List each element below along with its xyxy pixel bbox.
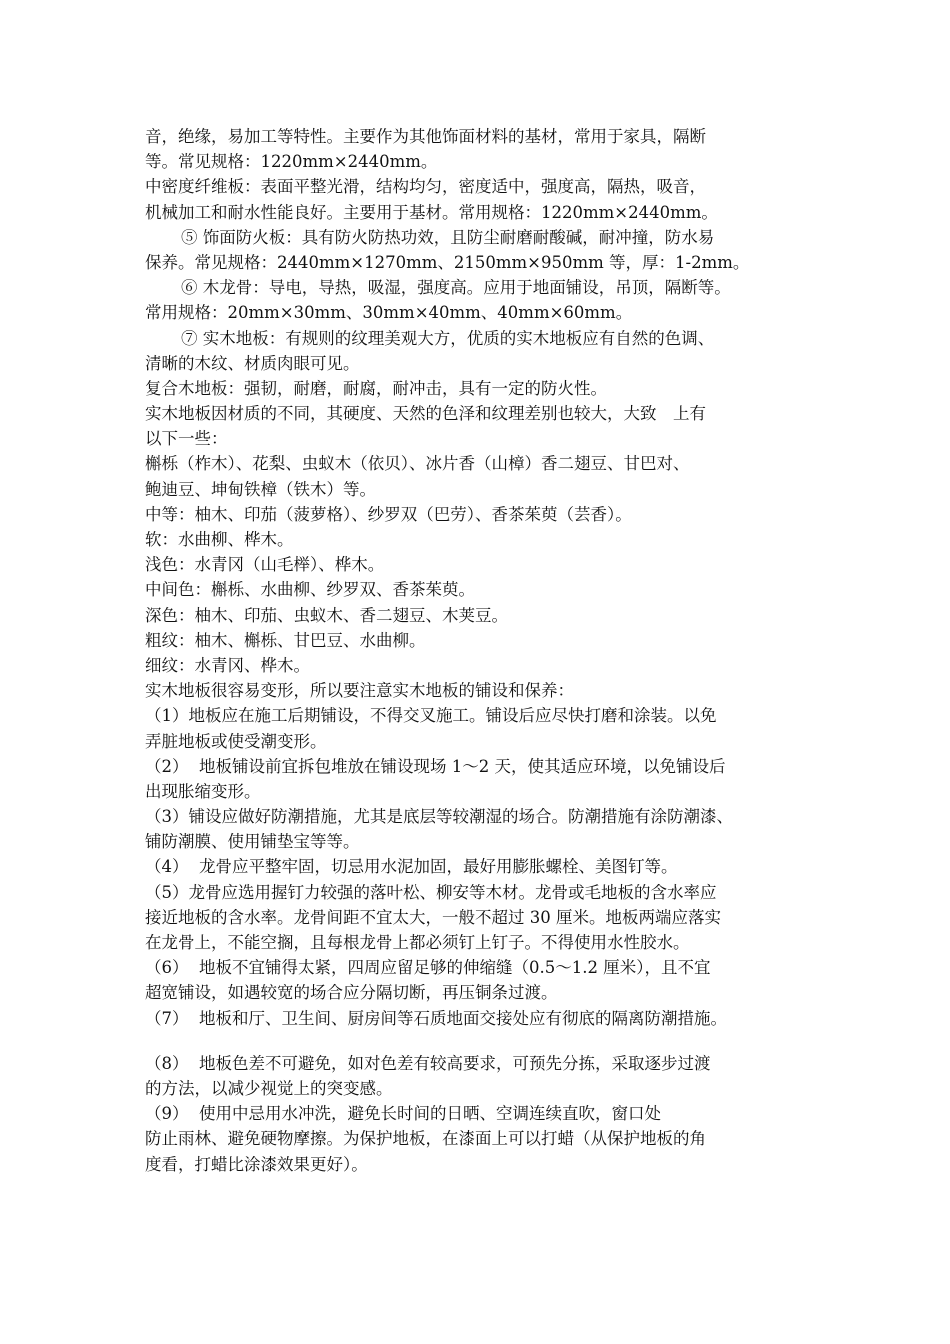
- text-line: 实木地板因材质的不同，其硬度、天然的色泽和纹理差别也较大，大致 上有: [145, 404, 706, 424]
- text-line: 在龙骨上，不能空搁，且每根龙骨上都必须钉上钉子。不得使用水性胶水。: [145, 933, 690, 952]
- text-line: 超宽铺设，如遇较宽的场合应分隔切断，再压铜条过渡。: [145, 983, 558, 1003]
- text-line: 以下一些：: [145, 429, 228, 449]
- blank-line: [145, 1031, 825, 1051]
- text-line: 弄脏地板或使受潮变形。: [145, 731, 327, 751]
- text-line: 机械加工和耐水性能良好。主要用于基材。常用规格：1220mm×2440mm。: [145, 202, 718, 222]
- text-line: 深色：柚木、印茄、虫蚁木、香二翅豆、木荚豆。: [145, 605, 508, 625]
- text-line: （4） 龙骨应平整牢固，切忌用水泥加固，最好用膨胀螺栓、美图钉等。: [145, 857, 678, 877]
- text-line: ⑦ 实木地板：有规则的纹理美观大方，优质的实木地板应有自然的色调、: [181, 328, 715, 348]
- text-line: 清晰的木纹、材质肉眼可见。: [145, 353, 360, 373]
- text-line: 中等：柚木、印茄（菠萝格）、纱罗双（巴劳）、香茶茱萸（芸香）。: [145, 504, 632, 524]
- text-line: 接近地板的含水率。龙骨间距不宜太大，一般不超过 30 厘米。地板两端应落实: [145, 907, 721, 927]
- document-page: [145, 124, 825, 1177]
- text-line: （1）地板应在施工后期铺设，不得交叉施工。铺设后应尽快打磨和涂装。以免: [145, 706, 717, 726]
- text-line: 度看，打蜡比涂漆效果更好）。: [145, 1154, 368, 1174]
- text-line: 实木地板很容易变形，所以要注意实木地板的铺设和保养：: [145, 681, 574, 701]
- text-line: （6） 地板不宜铺得太紧，四周应留足够的伸缩缝（0.5～1.2 厘米），且不宜: [145, 958, 711, 978]
- text-line: 软：水曲柳、桦木。: [145, 530, 294, 549]
- text-line: 常用规格：20mm×30mm、30mm×40mm、40mm×60mm。: [145, 303, 633, 323]
- text-line: ⑥ 木龙骨：导电，导热，吸湿，强度高。应用于地面铺设，吊顶，隔断等。: [181, 278, 731, 298]
- text-line: 保养。常见规格：2440mm×1270mm、2150mm×950mm 等，厚：1-2mm。: [145, 252, 750, 272]
- text-line: 等。常见规格：1220mm×2440mm。: [145, 152, 438, 172]
- text-line: 浅色：水青冈（山毛榉）、桦木。: [145, 555, 385, 575]
- text-line: 的方法，以减少视觉上的突变感。: [145, 1078, 393, 1098]
- text-line: 槲栎（柞木）、花梨、虫蚁木（依贝）、冰片香（山樟）香二翅豆、甘巴对、: [145, 454, 690, 474]
- text-line: （2） 地板铺设前宜拆包堆放在铺设现场 1～2 天，使其适应环境，以免铺设后: [145, 756, 726, 776]
- text-line: （5）龙骨应选用握钉力较强的落叶松、柳安等木材。龙骨或毛地板的含水率应: [145, 882, 717, 902]
- text-line: （8） 地板色差不可避免，如对色差有较高要求，可预先分拣，采取逐步过渡: [145, 1053, 711, 1073]
- text-line: 防止雨林、避免硬物摩擦。为保护地板，在漆面上可以打蜡（从保护地板的角: [145, 1129, 706, 1149]
- text-line: ⑤ 饰面防火板：具有防火防热功效，且防尘耐磨耐酸碱，耐冲撞，防水易: [181, 227, 715, 247]
- text-line: 中间色：槲栎、水曲柳、纱罗双、香茶茱萸。: [145, 580, 475, 600]
- text-line: 细纹：水青冈、桦木。: [145, 655, 310, 675]
- text-line: 复合木地板：强韧，耐磨，耐腐，耐冲击，具有一定的防火性。: [145, 378, 607, 398]
- text-line: （3）铺设应做好防潮措施，尤其是底层等较潮湿的场合。防潮措施有涂防潮漆、: [145, 807, 733, 827]
- text-line: 音，绝缘，易加工等特性。主要作为其他饰面材料的基材，常用于家具，隔断: [145, 127, 706, 146]
- text-line: 出现胀缩变形。: [145, 781, 261, 801]
- text-line: 铺防潮膜、使用铺垫宝等等。: [145, 832, 360, 852]
- text-line: 粗纹：柚木、槲栎、甘巴豆、水曲柳。: [145, 630, 426, 650]
- text-line: 中密度纤维板：表面平整光滑，结构均匀，密度适中，强度高，隔热，吸音，: [145, 177, 706, 197]
- text-line: 鲍迪豆、坤甸铁樟（铁木）等。: [145, 479, 376, 499]
- text-line: （9） 使用中忌用水冲洗，避免长时间的日晒、空调连续直吹，窗口处: [145, 1104, 661, 1124]
- text-line: （7） 地板和厅、卫生间、厨房间等石质地面交接处应有彻底的隔离防潮措施。: [145, 1008, 727, 1028]
